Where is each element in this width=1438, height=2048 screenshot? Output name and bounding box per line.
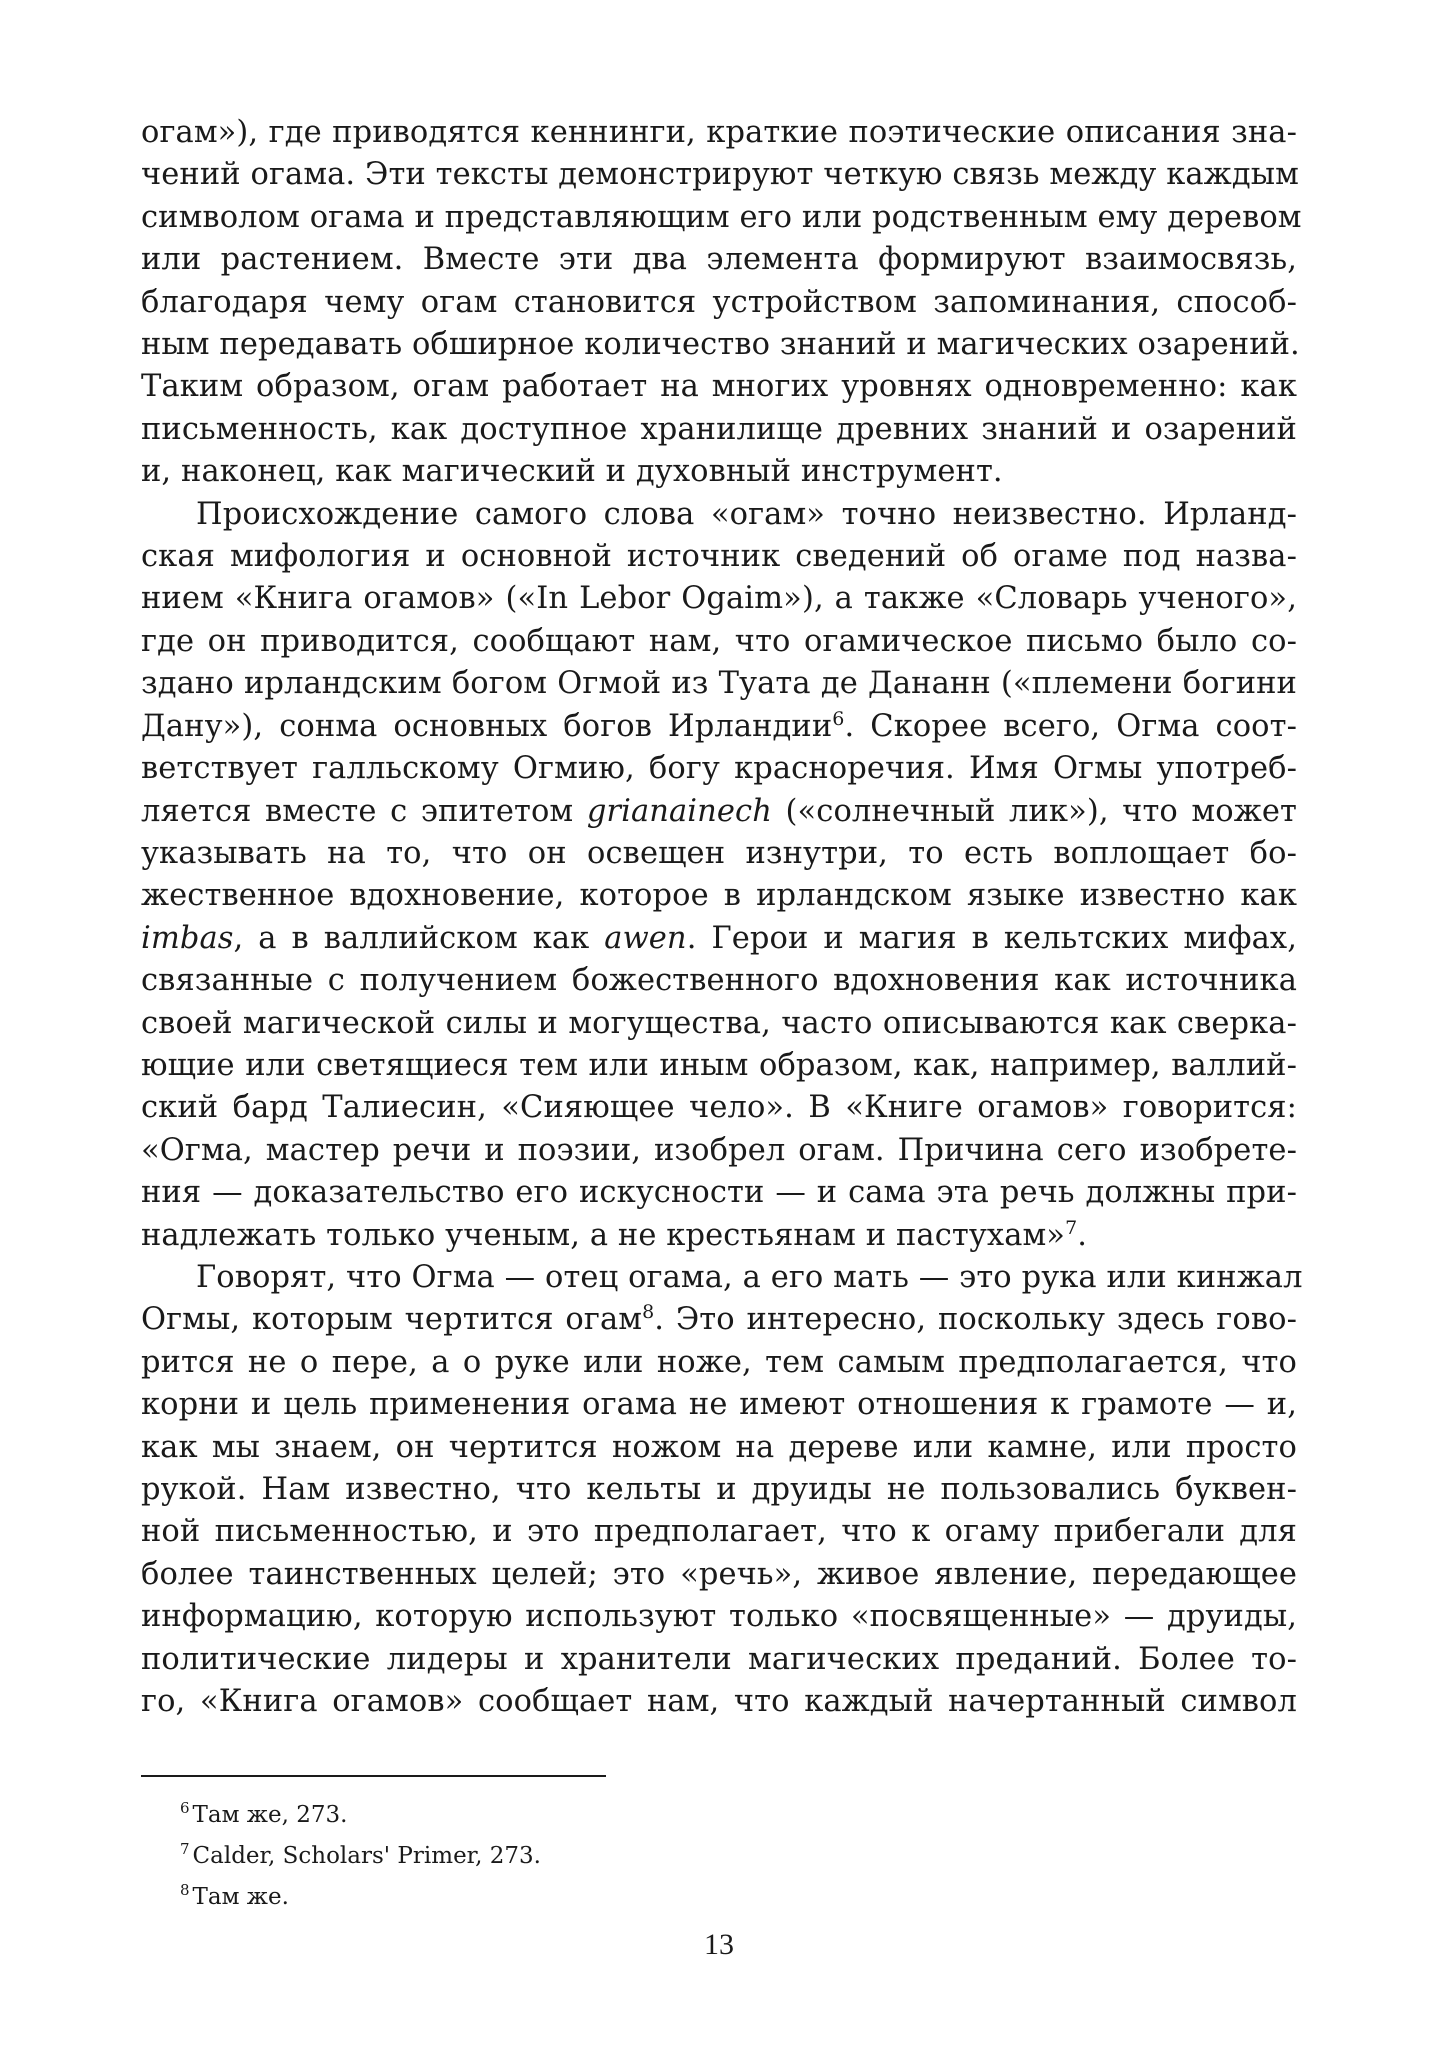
- text-line: чений огама. Эти тексты демонстрируют четкую связь между каждым: [141, 157, 1299, 193]
- footnote-text: Calder, Scholars' Primer, 273.: [192, 1843, 541, 1869]
- text-line: [141, 1299, 1297, 1341]
- italic-term: grianainech: [586, 793, 772, 829]
- footnote-text: Там же.: [192, 1884, 289, 1910]
- text-line: своей магической силы и могущества, часто описываются как сверка-: [141, 1005, 1297, 1041]
- text-line: рукой. Нам известно, что кельты и друиды не пользовались буквен-: [141, 1472, 1297, 1507]
- text-line: го, «Книга огамов» сообщает нам, что каждый начертанный символ: [141, 1684, 1297, 1720]
- text-line: ветствует галльскому Огмию, богу красноречия. Имя Огмы употреб-: [141, 751, 1297, 787]
- text-segment: . Скорее всего, Огма соот-: [844, 708, 1297, 744]
- body-text: [141, 112, 1303, 1723]
- footnote-mark: 8: [180, 1881, 190, 1899]
- footnote-ref-6[interactable]: 6: [832, 707, 845, 730]
- text-line: [141, 1215, 1297, 1257]
- text-line: рится не о пере, а о руке или ноже, тем самым предполагается, что: [141, 1344, 1297, 1380]
- text-line: или растением. Вместе эти два элемента формируют взаимосвязь,: [141, 242, 1297, 278]
- text-line: и, наконец, как магический и духовный инструмент.: [141, 454, 1003, 490]
- footnote-text: Там же, 273.: [192, 1802, 348, 1828]
- text-line: ский бард Талиесин, «Сияющее чело». В «Книге огамов» говорится:: [141, 1090, 1297, 1126]
- text-line: ская мифология и основной источник сведений об огаме под назва-: [141, 539, 1297, 575]
- text-segment: ляется вместе с эпитетом: [141, 793, 587, 829]
- text-line: здано ирландским богом Огмой из Туата де Дананн («племени богини: [141, 666, 1297, 702]
- text-line: политические лидеры и хранители магических преданий. Более то-: [141, 1641, 1297, 1677]
- italic-term: awen: [604, 920, 687, 956]
- text-line: письменность, как доступное хранилище древних знаний и озарений: [141, 411, 1297, 447]
- text-line: корни и цель применения огама не имеют отношения к грамоте — и,: [141, 1387, 1297, 1423]
- italic-term: imbas: [141, 920, 234, 956]
- text-line: ния — доказательство его искусности — и сама эта речь должны при-: [141, 1175, 1297, 1211]
- footnote-divider: [141, 1775, 606, 1777]
- text-line: огам»), где приводятся кеннинги, краткие поэтические описания зна-: [141, 115, 1297, 150]
- text-line: как мы знаем, он чертится ножом на дереве или камне, или просто: [141, 1429, 1297, 1465]
- text-line: Таким образом, огам работает на многих уровнях одновременно: как: [141, 369, 1297, 405]
- text-line: [141, 918, 1297, 960]
- text-line: Происхождение самого слова «огам» точно неизвестно. Ирланд-: [196, 496, 1297, 532]
- text-line: благодаря чему огам становится устройством запоминания, способ-: [141, 284, 1297, 320]
- footnote-8: [180, 1877, 1080, 1918]
- text-line: ющие или светящиеся тем или иным образом, как, например, валлий-: [141, 1047, 1297, 1083]
- footnote-ref-8[interactable]: 8: [642, 1301, 655, 1324]
- text-segment: Огмы, которым чертится огам: [141, 1302, 643, 1338]
- text-segment: Дану»), сонма основных богов Ирландии: [141, 708, 833, 744]
- text-line: ной письменностью, и это предполагает, что к огаму прибегали для: [141, 1514, 1297, 1550]
- footnote-7: [180, 1836, 1080, 1877]
- text-line: нием «Книга огамов» («In Lebor Ogaim»), а также «Словарь ученого»,: [141, 581, 1297, 617]
- text-segment: («солнечный лик»), что может: [771, 793, 1297, 829]
- footnote-mark: 6: [180, 1799, 190, 1817]
- text-line: связанные с получением божественного вдохновения как источника: [141, 963, 1297, 999]
- text-line: более таинственных целей; это «речь», живое явление, передающее: [141, 1556, 1297, 1592]
- text-segment: . Это интересно, поскольку здесь гово-: [654, 1302, 1297, 1338]
- page-number: 13: [704, 1928, 734, 1961]
- text-segment: . Герои и магия в кельтских мифах,: [686, 920, 1297, 956]
- text-line: информацию, которую используют только «посвященные» — друиды,: [141, 1599, 1297, 1635]
- text-line: где он приводится, сообщают нам, что огамическое письмо было со-: [141, 623, 1297, 659]
- text-line: [141, 706, 1297, 748]
- text-line: жественное вдохновение, которое в ирландском языке известно как: [141, 878, 1297, 914]
- text-line: указывать на то, что он освещен изнутри, то есть воплощает бо-: [141, 835, 1297, 871]
- text-segment: .: [1077, 1217, 1088, 1253]
- text-line: ным передавать обширное количество знаний и магических озарений.: [141, 327, 1300, 363]
- footnote-mark: 7: [180, 1840, 190, 1858]
- footnote-ref-7[interactable]: 7: [1065, 1216, 1078, 1239]
- text-line: [141, 791, 1297, 833]
- footnote-6: [180, 1795, 1080, 1836]
- text-line: символом огама и представляющим его или родственным ему деревом: [141, 199, 1302, 235]
- text-segment: надлежать только ученым, а не крестьянам и пастухам»: [141, 1217, 1066, 1253]
- text-segment: , а в валлийском как: [233, 920, 605, 956]
- footnotes: [180, 1795, 1080, 1918]
- text-line: Говорят, что Огма — отец огама, а его мать — это рука или кинжал: [196, 1259, 1303, 1295]
- text-line: «Огма, мастер речи и поэзии, изобрел огам. Причина сего изобрете-: [141, 1132, 1297, 1168]
